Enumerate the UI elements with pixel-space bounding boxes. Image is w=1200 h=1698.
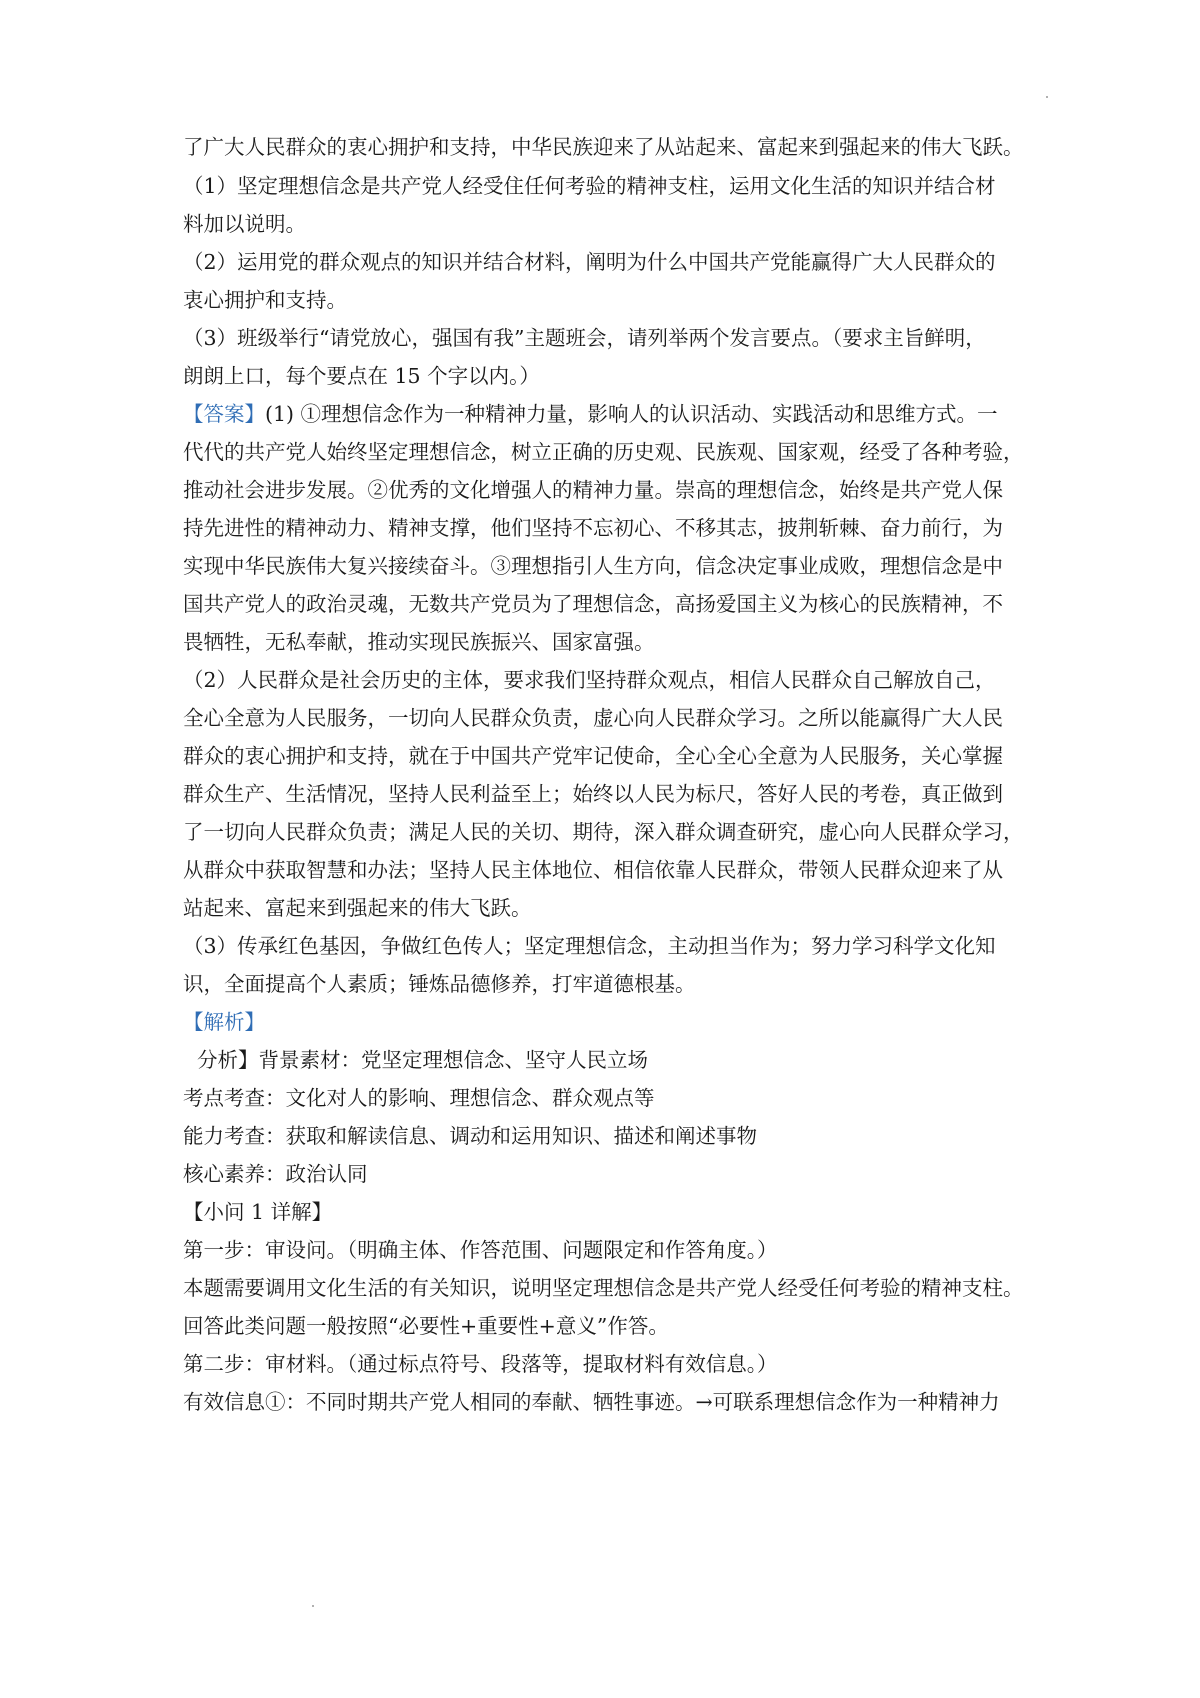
answer-line xyxy=(183,400,998,428)
scan-speck xyxy=(1046,96,1048,98)
text-line: 代代的共产党人始终坚定理想信念，树立正确的历史观、民族观、国家观，经受了各种考验， xyxy=(183,440,1024,464)
text-line: 站起来、富起来到强起来的伟大飞跃。 xyxy=(183,896,532,920)
text-line: 持先进性的精神动力、精神支撑，他们坚持不忘初心、不移其志，披荆斩棘、奋力前行，为 xyxy=(183,516,1003,540)
text-line: 衷心拥护和支持。 xyxy=(183,288,347,312)
subquestion-heading: 【小问 1 详解】 xyxy=(183,1200,333,1224)
text-line: 全心全意为人民服务，一切向人民群众负责，虚心向人民群众学习。之所以能赢得广大人民 xyxy=(183,706,1003,730)
answer-text: (1) ①理想信念作为一种精神力量，影响人的认识活动、实践活动和思维方式。一 xyxy=(265,402,998,426)
text-line: 核心素养：政治认同 xyxy=(183,1162,368,1186)
text-line: 本题需要调用文化生活的有关知识，说明坚定理想信念是共产党人经受任何考验的精神支柱。 xyxy=(183,1276,1024,1300)
text-line: 群众生产、生活情况，坚持人民利益至上；始终以人民为标尺，答好人民的考卷，真正做到 xyxy=(183,782,1003,806)
text-line: 了一切向人民群众负责；满足人民的关切、期待，深入群众调查研究，虚心向人民群众学习， xyxy=(183,820,1024,844)
scan-speck xyxy=(312,1605,314,1607)
text-line: 国共产党人的政治灵魂，无数共产党员为了理想信念，高扬爱国主义为核心的民族精神，不 xyxy=(183,592,1003,616)
question-2: （2）运用党的群众观点的知识并结合材料，阐明为什么中国共产党能赢得广大人民群众的 xyxy=(183,250,996,274)
text-line: 料加以说明。 xyxy=(183,212,306,236)
text-line: 识，全面提高个人素质；锤炼品德修养，打牢道德根基。 xyxy=(183,972,696,996)
question-1: （1）坚定理想信念是共产党人经受住任何考验的精神支柱，运用文化生活的知识并结合材 xyxy=(183,174,996,198)
text-line: 朗朗上口，每个要点在 15 个字以内。） xyxy=(183,364,540,388)
text-line: 推动社会进步发展。②优秀的文化增强人的精神力量。崇高的理想信念，始终是共产党人保 xyxy=(183,478,1003,502)
answer-3: （3）传承红色基因，争做红色传人；坚定理想信念，主动担当作为；努力学习科学文化知 xyxy=(183,934,996,958)
text-line: 分析】背景素材：党坚定理想信念、坚守人民立场 xyxy=(197,1048,648,1072)
analysis-heading: 【解析】 xyxy=(183,1010,265,1034)
text-line: 畏牺牲，无私奉献，推动实现民族振兴、国家富强。 xyxy=(183,630,655,654)
text-line: 第一步：审设问。（明确主体、作答范围、问题限定和作答角度。） xyxy=(183,1238,778,1262)
text-line: 考点考查：文化对人的影响、理想信念、群众观点等 xyxy=(183,1086,655,1110)
answer-tag: 【答案】 xyxy=(183,402,265,426)
text-line: 回答此类问题一般按照“必要性+重要性+意义”作答。 xyxy=(183,1314,669,1338)
text-line: 第二步：审材料。（通过标点符号、段落等，提取材料有效信息。） xyxy=(183,1352,778,1376)
text-line: 能力考查：获取和解读信息、调动和运用知识、描述和阐述事物 xyxy=(183,1124,757,1148)
text-line: 有效信息①：不同时期共产党人相同的奉献、牺牲事迹。→可联系理想信念作为一种精神力 xyxy=(183,1390,1000,1414)
text-line: 实现中华民族伟大复兴接续奋斗。③理想指引人生方向，信念决定事业成败，理想信念是中 xyxy=(183,554,1003,578)
text-line: 从群众中获取智慧和办法；坚持人民主体地位、相信依靠人民群众，带领人民群众迎来了从 xyxy=(183,858,1003,882)
text-line: 群众的衷心拥护和支持，就在于中国共产党牢记使命，全心全心全意为人民服务，关心掌握 xyxy=(183,744,1003,768)
text-line: 了广大人民群众的衷心拥护和支持，中华民族迎来了从站起来、富起来到强起来的伟大飞跃。 xyxy=(183,135,1024,159)
answer-2: （2）人民群众是社会历史的主体，要求我们坚持群众观点，相信人民群众自己解放自己， xyxy=(183,668,996,692)
question-3: （3）班级举行“请党放心，强国有我”主题班会，请列举两个发言要点。（要求主旨鲜明， xyxy=(183,326,986,350)
